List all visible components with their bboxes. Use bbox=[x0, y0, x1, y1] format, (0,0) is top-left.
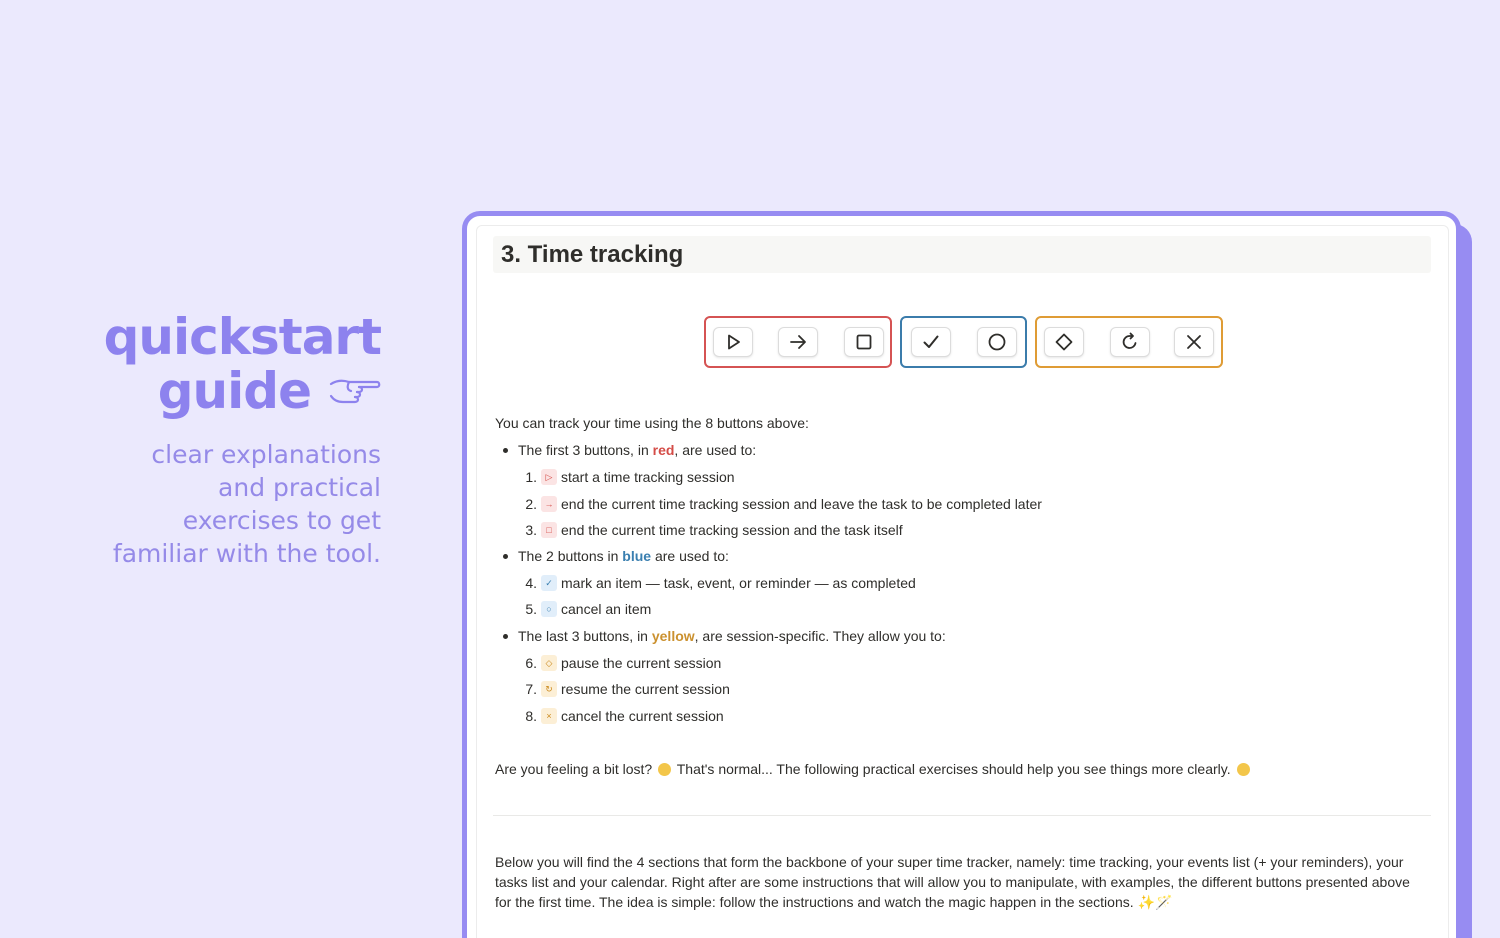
play-icon bbox=[723, 332, 743, 352]
pause-session-button[interactable] bbox=[1044, 327, 1084, 357]
promo-title-line2: guide bbox=[157, 362, 311, 420]
resume-session-button[interactable] bbox=[1110, 327, 1150, 357]
promo-subtitle bbox=[104, 438, 381, 570]
lost-text-part2: That's normal... The following practical exercises should help you see things more clearly. bbox=[676, 761, 1231, 777]
end-session-later-button[interactable] bbox=[778, 327, 818, 357]
start-session-button[interactable] bbox=[713, 327, 753, 357]
diamond-icon: ◇ bbox=[541, 655, 557, 671]
item-number: 5. bbox=[525, 601, 537, 617]
bullet-dot bbox=[503, 634, 508, 639]
button-group-red bbox=[704, 316, 892, 368]
hand-pointing-right-icon bbox=[329, 374, 381, 408]
item-text: resume the current session bbox=[561, 681, 730, 697]
lost-text bbox=[495, 759, 1252, 779]
item-text: mark an item — task, event, or reminder — as completed bbox=[561, 575, 916, 591]
circle-icon: ○ bbox=[541, 601, 557, 617]
arrow-right-icon bbox=[788, 332, 808, 352]
sections-paragraph bbox=[495, 852, 1430, 912]
item-number: 4. bbox=[525, 575, 537, 591]
item-number: 8. bbox=[525, 708, 537, 724]
item-text: cancel an item bbox=[561, 601, 652, 617]
close-icon: × bbox=[541, 708, 557, 724]
bullet-dot bbox=[503, 554, 508, 559]
cancel-item-button[interactable] bbox=[977, 327, 1017, 357]
bullet-text: The last 3 buttons, in yellow, are session-specific. They allow you to: bbox=[518, 628, 946, 644]
refresh-icon bbox=[1120, 332, 1140, 352]
promo-panel bbox=[104, 310, 381, 570]
item-text: end the current time tracking session and leave the task to be completed later bbox=[561, 496, 1042, 512]
item-number: 3. bbox=[525, 522, 537, 538]
button-group-yellow bbox=[1035, 316, 1223, 368]
arrow-right-icon: → bbox=[541, 496, 557, 512]
red-word: red bbox=[652, 442, 675, 458]
promo-title-line1: quickstart bbox=[103, 308, 381, 366]
button-group-blue bbox=[900, 316, 1027, 368]
item-text: pause the current session bbox=[561, 655, 722, 671]
promo-subtitle-line: familiar with the tool. bbox=[112, 539, 381, 568]
blue-word: blue bbox=[622, 548, 652, 564]
end-session-task-button[interactable] bbox=[844, 327, 884, 357]
diamond-icon bbox=[1054, 332, 1074, 352]
confused-face-icon bbox=[658, 763, 671, 776]
play-icon: ▷ bbox=[541, 469, 557, 485]
item-text: end the current time tracking session and the task itself bbox=[561, 522, 903, 538]
page-title: 3. Time tracking bbox=[501, 241, 684, 268]
cancel-session-button[interactable] bbox=[1174, 327, 1214, 357]
item-number: 1. bbox=[525, 469, 537, 485]
stop-square-icon: □ bbox=[541, 522, 557, 538]
bullet-text: The 2 buttons in blue are used to: bbox=[518, 548, 729, 564]
promo-subtitle-line: clear explanations bbox=[151, 440, 381, 469]
sections-paragraph-text: Below you will find the 4 sections that form the backbone of your super time tracker, namely: time tracking, your events list (+ your reminders), your tasks list and your calendar. Right after are some instructions that will allow you to manipulate, with examples, the different buttons presented above for the first time. The idea is simple: follow the instructions and watch the magic happen in the sections. bbox=[495, 854, 1410, 910]
promo-title bbox=[104, 310, 381, 418]
sparkles-wand-icon: ✨🪄 bbox=[1137, 894, 1173, 910]
promo-subtitle-line: and practical bbox=[218, 473, 381, 502]
promo-subtitle-line: exercises to get bbox=[182, 506, 381, 535]
circle-icon bbox=[987, 332, 1007, 352]
item-number: 2. bbox=[525, 496, 537, 512]
item-number: 7. bbox=[525, 681, 537, 697]
check-icon: ✓ bbox=[541, 575, 557, 591]
item-text: cancel the current session bbox=[561, 708, 724, 724]
check-icon bbox=[921, 332, 941, 352]
bullet-dot bbox=[503, 448, 508, 453]
wink-face-icon bbox=[1237, 763, 1250, 776]
complete-item-button[interactable] bbox=[911, 327, 951, 357]
item-number: 6. bbox=[525, 655, 537, 671]
item-text: start a time tracking session bbox=[561, 469, 735, 485]
divider bbox=[493, 815, 1431, 816]
lost-text-part1: Are you feeling a bit lost? bbox=[495, 761, 653, 777]
bullet-text: The first 3 buttons, in red, are used to: bbox=[518, 442, 757, 458]
refresh-icon: ↻ bbox=[541, 681, 557, 697]
yellow-word: yellow bbox=[651, 628, 695, 644]
intro-text: You can track your time using the 8 buttons above: bbox=[495, 415, 809, 431]
close-icon bbox=[1184, 332, 1204, 352]
stop-square-icon bbox=[854, 332, 874, 352]
